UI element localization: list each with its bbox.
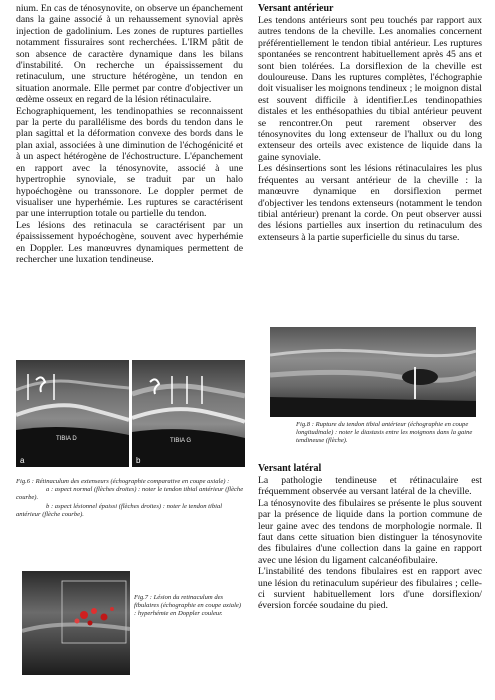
paragraph: L'instabilité des tendons fibulaires est en rapport avec une lésion du retinaculum supérieur des fibulaires ; celle-ci survient habituellement lors d'une dorsiflexion/éversion forcée soudaine du pied. — [258, 566, 482, 612]
fig6-image-a — [16, 360, 129, 467]
caption-line: Fig.7 : Lésion du retinaculum des fibulaires (échographie en coupe axiale) : hyperhémie en Doppler couleur. — [134, 594, 242, 618]
fig6-letter-b: b — [136, 456, 141, 465]
paragraph: Les lésions des retinacula se caractérisent par un épaississement hypoéchogène, souvent avec hyperhémie en Doppler. Les manœuvres dynamiques permettent de rechercher une luxation tendineuse. — [16, 219, 243, 265]
caption-line: b : aspect lésionnel épaissi (flèches droites) : noter le tendon tibial antérieur (flèche courbe). — [16, 502, 223, 518]
right-column-lateral-text — [258, 463, 482, 612]
fig6-panel-b-label: TIBIA G — [170, 438, 192, 444]
paragraph: Les désinsertions sont les lésions rétinaculaires les plus fréquentes au versant antérieur de la cheville : la manœuvre dynamique en dorsiflexion permet d'objectiver les tendons extenseurs (notamment le tendon tibial antérieur) prenant la corde. On peut observer aussi des lésions partielles aux insertion du retinaculum des extenseurs à la partie superficielle du sinus du tarse. — [258, 163, 482, 243]
right-column-text — [258, 3, 482, 243]
fig6-letter-a: a — [20, 456, 25, 465]
paragraph: Echographiquement, les tendinopathies se reconnaissent par la perte du parallélisme des bords du tendon dans le plan sagittal et la déformation convexe des bords dans le plan axial, associées à une diminution de l'échogénicité et à un aspect hétérogène de l'échostructure. L'épanchement en rapport avec la ténosynovite, associé à une hypertrophie synoviale, se traduit par un halo hypoéchogène ou transsonore. Le doppler permet de visualiser une hyperhémie. Les ruptures se caractérisent par une interruption totale ou partielle du tendon. — [16, 105, 243, 220]
paragraph: La ténosynovite des fibulaires se présente le plus souvent par la présence de liquide dans la portion commune de leur gaine avec des tendons de morphologie normale. Il faut dans cette situation bien distinguer la ténosynovite des fibulaires d'une collection dans la gaine en rapport avec une lésion du ligament calcanéofibulaire. — [258, 497, 482, 566]
fig8-caption — [296, 421, 480, 446]
paragraph: Les tendons antérieurs sont peu touchés par rapport aux autres tendons de la cheville. Les anomalies concernent préférentiellement le tendon tibial antérieur. Les ruptures spontanées se rencontrent habituellement après 45 ans et sont bien tolérées. La dorsiflexion de la cheville est douloureuse. Dans les ruptures complètes, l'échographie doit visualiser les moignons tendineux ; le moignon distal est souvent difficile à identifier.Les tendinopathies distales et les enthésopathies du tibial antérieur peuvent se rencontrer.On peut rarement observer des ténosynovites du long extenseur de l'hallux ou du long extenseur des orteils avec existence de liquide dans la gaine synoviale. — [258, 15, 482, 163]
fig6-image-b — [132, 360, 245, 467]
paragraph: nium. En cas de ténosynovite, on observe un épanchement dans la gaine associé à un rehaussement synovial après injection de gadolinium. Les zones de ruptures partielles notamment fissuraires sont recherchées. L'IRM pâtit de son absence de caractère dynamique dans les bilans d'instabilité. On recherche un épaississement du retinaculum, une structure hétérogène, un tendon en situation anormale. Elle permet par contre d'objectiver un œdème osseux en regard de la lésion rétinaculaire. — [16, 3, 243, 106]
paragraph: La pathologie tendineuse et rétinaculaire est fréquemment observée au versant latéral de la cheville. — [258, 475, 482, 498]
fig7-caption — [134, 594, 244, 619]
left-column-text — [16, 3, 243, 265]
caption-line: a : aspect normal (flèches droites) : noter le tendon tibial antérieur (flèche courbe). — [16, 486, 244, 502]
section-heading-lateral: Versant latéral — [258, 463, 322, 474]
fig6-panel-a-label: TIBIA D — [56, 436, 77, 442]
section-heading-anterior: Versant antérieur — [258, 3, 334, 14]
fig6-caption — [16, 478, 244, 519]
caption-line: Fig.8 : Rupture du tendon tibial antérieur (échographie en coupe longitudinale) : noter le diastasis entre les moignons dans la gaine tendineuse (flèche). — [296, 421, 473, 445]
fig8-image — [270, 327, 476, 417]
caption-line: Fig.6 : Rétinaculum des extenseurs (échographie comparative en coupe axiale) : — [16, 478, 230, 485]
fig7-image — [22, 571, 130, 675]
